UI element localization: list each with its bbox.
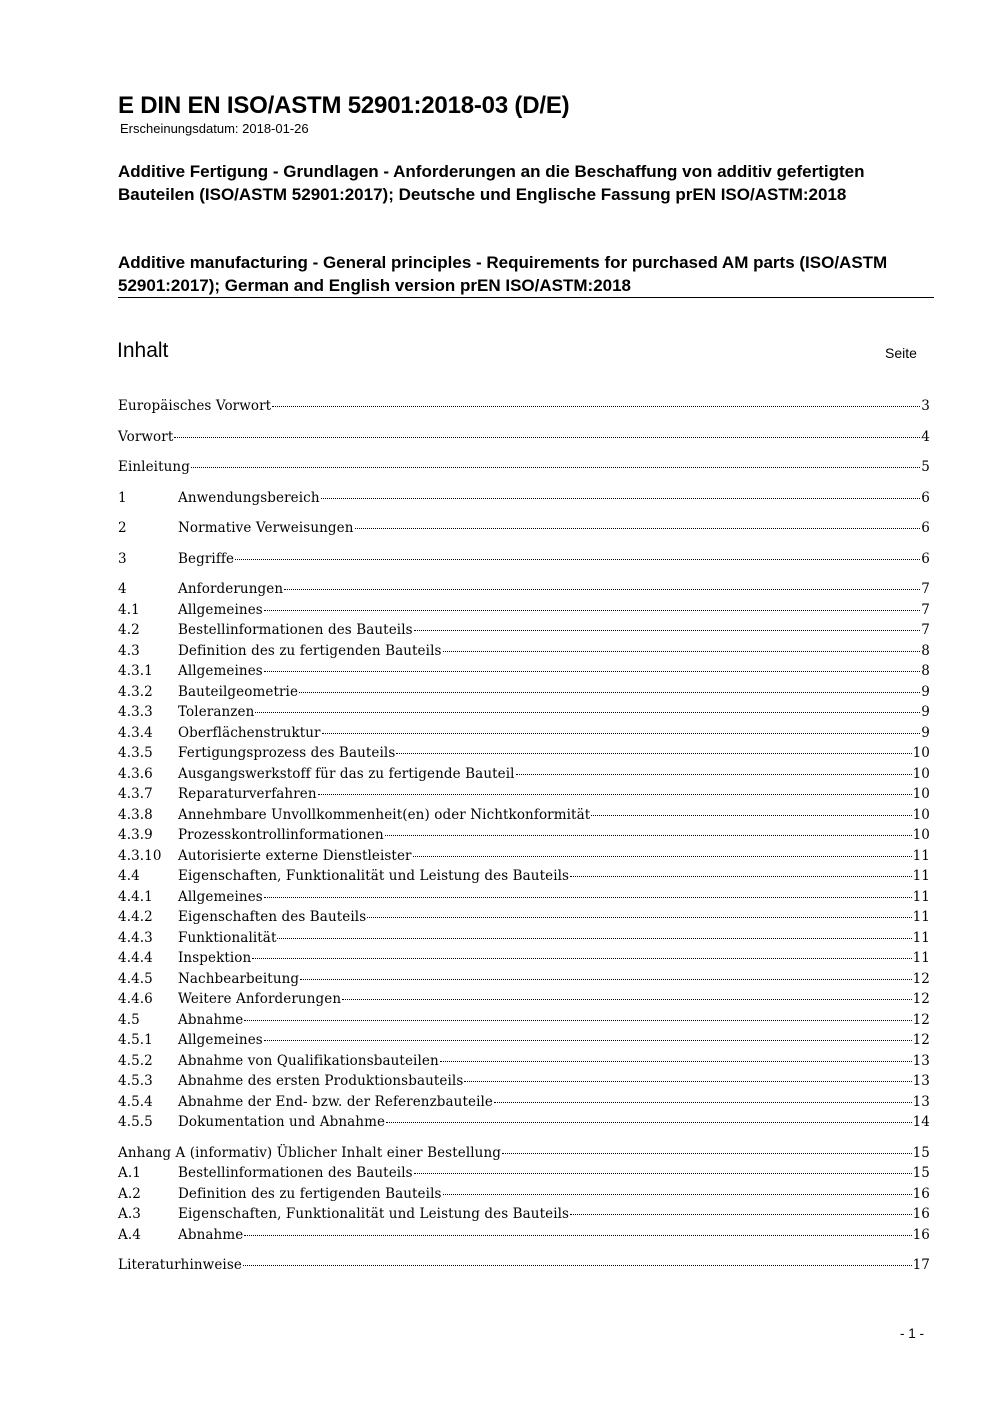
toc-entry[interactable] bbox=[118, 600, 930, 620]
toc-dot-leader bbox=[272, 406, 920, 407]
toc-dot-leader bbox=[396, 753, 911, 754]
publication-date-value: 2018-01-26 bbox=[242, 121, 309, 136]
toc-dot-leader bbox=[413, 856, 912, 857]
toc-entry-page: 17 bbox=[912, 1257, 930, 1273]
toc-entry[interactable] bbox=[118, 887, 930, 907]
toc-dot-leader bbox=[321, 498, 921, 499]
toc-entry-page: 13 bbox=[912, 1093, 930, 1110]
toc-entry-number: 4.3.1 bbox=[118, 663, 153, 679]
toc-entry-number: A.3 bbox=[118, 1206, 141, 1222]
toc-entry-page: 14 bbox=[912, 1114, 930, 1130]
toc-entry[interactable] bbox=[118, 1051, 930, 1071]
toc-entry-title: Begriffe bbox=[178, 550, 235, 567]
toc-entry-page: 11 bbox=[912, 909, 930, 925]
toc-entry-page: 16 bbox=[912, 1226, 930, 1243]
toc-entry-number: 4.5.3 bbox=[118, 1073, 153, 1089]
toc-entry-page: 7 bbox=[921, 581, 930, 597]
document-title: E DIN EN ISO/ASTM 52901:2018-03 (D/E) bbox=[118, 92, 570, 119]
toc-entry[interactable] bbox=[118, 1030, 930, 1050]
toc-dot-leader bbox=[440, 1061, 912, 1062]
toc-entry-number: 4.3.4 bbox=[118, 724, 153, 741]
toc-entry-title: Bestellinformationen des Bauteils bbox=[178, 622, 413, 638]
toc-entry-number: 4 bbox=[118, 581, 127, 597]
toc-dot-leader bbox=[502, 1153, 912, 1154]
toc-entry-number: 4.5.2 bbox=[118, 1052, 153, 1069]
publication-date bbox=[120, 121, 309, 136]
toc-entry-title: Anforderungen bbox=[178, 581, 284, 597]
toc-entry[interactable] bbox=[118, 825, 930, 845]
toc-entry[interactable] bbox=[118, 396, 930, 416]
toc-dot-leader bbox=[252, 958, 911, 959]
toc-entry-page: 10 bbox=[912, 765, 930, 782]
toc-entry-title: Bauteilgeometrie bbox=[178, 683, 299, 700]
toc-dot-leader bbox=[300, 979, 911, 980]
toc-entry-title: Funktionalität bbox=[178, 929, 277, 946]
toc-entry[interactable] bbox=[118, 723, 930, 743]
toc-entry-number: 4.4 bbox=[118, 868, 140, 884]
toc-entry-title: Literaturhinweise bbox=[118, 1257, 242, 1273]
page-number: - 1 - bbox=[900, 1326, 925, 1341]
toc-entry-title: Fertigungsprozess des Bauteils bbox=[178, 745, 396, 761]
toc-entry-number: 4.5.4 bbox=[118, 1093, 153, 1110]
toc-dot-leader bbox=[264, 610, 920, 611]
toc-entry-page: 12 bbox=[912, 1011, 930, 1028]
toc-entry[interactable] bbox=[118, 846, 930, 866]
toc-dot-leader bbox=[244, 1020, 911, 1021]
toc-entry-title: Abnahme von Qualifikationsbauteilen bbox=[178, 1052, 439, 1069]
toc-entry-page: 12 bbox=[912, 1032, 930, 1048]
toc-entry[interactable] bbox=[118, 1071, 930, 1091]
toc-entry[interactable] bbox=[118, 549, 930, 569]
toc-dot-leader bbox=[342, 999, 911, 1000]
toc-entry-page: 11 bbox=[912, 950, 930, 966]
toc-entry[interactable] bbox=[118, 1143, 930, 1163]
toc-dot-leader bbox=[414, 630, 921, 631]
toc-entry-page: 7 bbox=[921, 601, 930, 618]
toc-entry[interactable] bbox=[118, 805, 930, 825]
toc-entry-page: 11 bbox=[912, 847, 930, 864]
toc-entry[interactable] bbox=[118, 488, 930, 508]
toc-page-column-label: Seite bbox=[885, 345, 917, 361]
toc-entry-page: 13 bbox=[912, 1073, 930, 1089]
toc-entry-number: 4.4.6 bbox=[118, 991, 153, 1007]
toc-entry-page: 4 bbox=[921, 428, 930, 445]
toc-entry-number: 4.3.6 bbox=[118, 765, 153, 782]
toc-entry-title: Nachbearbeitung bbox=[178, 970, 300, 987]
toc-entry-title: Prozesskontrollinformationen bbox=[178, 827, 384, 843]
toc-entry-number: 4.5 bbox=[118, 1011, 140, 1028]
toc-entry-page: 6 bbox=[921, 489, 930, 506]
toc-entry[interactable] bbox=[118, 1092, 930, 1112]
toc-entry-title: Abnahme des ersten Produktionsbauteils bbox=[178, 1073, 464, 1089]
toc-dot-leader bbox=[191, 467, 920, 468]
toc-dot-leader bbox=[322, 733, 921, 734]
toc-entry-title: Abnahme der End- bzw. der Referenzbauteile bbox=[178, 1093, 494, 1110]
toc-entry[interactable] bbox=[118, 1204, 930, 1224]
toc-entry[interactable] bbox=[118, 784, 930, 804]
toc-entry-title: Autorisierte externe Dienstleister bbox=[178, 847, 412, 864]
toc-entry-number: 4.4.1 bbox=[118, 888, 153, 905]
toc-entry-number: A.2 bbox=[118, 1185, 141, 1202]
toc-entry[interactable] bbox=[118, 682, 930, 702]
toc-dot-leader bbox=[277, 938, 911, 939]
toc-entry-title: Anhang A (informativ) Üblicher Inhalt einer Bestellung bbox=[118, 1144, 501, 1161]
toc-entry-page: 5 bbox=[921, 459, 930, 475]
toc-entry[interactable] bbox=[118, 948, 930, 968]
toc-dot-leader bbox=[264, 897, 912, 898]
toc-entry-title: Vorwort bbox=[118, 428, 174, 445]
toc-entry-number: 4.3.8 bbox=[118, 806, 153, 823]
toc-entry[interactable] bbox=[118, 866, 930, 886]
toc-entry-page: 15 bbox=[912, 1165, 930, 1181]
toc-entry-number: A.4 bbox=[118, 1226, 141, 1243]
toc-entry[interactable] bbox=[118, 641, 930, 661]
toc-entry-title: Eigenschaften, Funktionalität und Leistung des Bauteils bbox=[178, 868, 570, 884]
toc-entry-number: 4.3.3 bbox=[118, 704, 153, 720]
toc-entry[interactable] bbox=[118, 620, 930, 640]
toc-entry-page: 13 bbox=[912, 1052, 930, 1069]
toc-entry-page: 3 bbox=[921, 398, 930, 414]
toc-entry-number: 4.3.5 bbox=[118, 745, 153, 761]
toc-entry[interactable] bbox=[118, 427, 930, 447]
toc-entry-page: 15 bbox=[912, 1144, 930, 1161]
toc-dot-leader bbox=[174, 437, 920, 438]
toc-entry-page: 9 bbox=[921, 683, 930, 700]
toc-entry-title: Allgemeines bbox=[178, 601, 263, 618]
toc-entry-title: Ausgangswerkstoff für das zu fertigende Bauteil bbox=[178, 765, 515, 782]
toc-entry[interactable] bbox=[118, 1255, 930, 1275]
toc-entry-page: 8 bbox=[921, 642, 930, 659]
toc-entry[interactable] bbox=[118, 1163, 930, 1183]
toc-entry[interactable] bbox=[118, 743, 930, 763]
toc-entry-page: 11 bbox=[912, 929, 930, 946]
toc-entry[interactable] bbox=[118, 518, 930, 538]
toc-entry[interactable] bbox=[118, 969, 930, 989]
toc-entry-page: 11 bbox=[912, 868, 930, 884]
toc-dot-leader bbox=[367, 917, 911, 918]
toc-entry-page: 16 bbox=[912, 1206, 930, 1222]
toc-entry-title: Abnahme bbox=[178, 1226, 244, 1243]
toc-entry-page: 10 bbox=[912, 745, 930, 761]
toc-entry-title: Definition des zu fertigenden Bauteils bbox=[178, 642, 442, 659]
toc-entry-page: 6 bbox=[921, 550, 930, 567]
toc-entry-number: A.1 bbox=[118, 1165, 141, 1181]
toc-entry-title: Reparaturverfahren bbox=[178, 786, 317, 802]
toc-entry[interactable] bbox=[118, 1225, 930, 1245]
toc-dot-leader bbox=[386, 1122, 912, 1123]
title-divider bbox=[118, 297, 934, 298]
toc-dot-leader bbox=[414, 1173, 912, 1174]
toc-entry-title: Inspektion bbox=[178, 950, 252, 966]
toc-dot-leader bbox=[494, 1102, 912, 1103]
toc-dot-leader bbox=[299, 692, 920, 693]
toc-entry-number: 4.2 bbox=[118, 622, 140, 638]
toc-entry[interactable] bbox=[118, 661, 930, 681]
toc-entry-number: 4.4.3 bbox=[118, 929, 153, 946]
toc-entry-title: Allgemeines bbox=[178, 888, 263, 905]
publication-date-label: Erscheinungsdatum: bbox=[120, 121, 239, 136]
toc-entry-title: Oberflächenstruktur bbox=[178, 724, 321, 741]
toc-entry-number: 3 bbox=[118, 550, 127, 567]
toc-entry-title: Eigenschaften, Funktionalität und Leistung des Bauteils bbox=[178, 1206, 570, 1222]
toc-dot-leader bbox=[355, 528, 921, 529]
toc-entry-title: Eigenschaften des Bauteils bbox=[178, 909, 367, 925]
toc-entry[interactable] bbox=[118, 989, 930, 1009]
toc-heading: Inhalt bbox=[117, 339, 169, 362]
toc-entry-page: 16 bbox=[912, 1185, 930, 1202]
toc-entry-number: 4.3.10 bbox=[118, 847, 162, 864]
toc-dot-leader bbox=[516, 774, 912, 775]
toc-entry-number: 4.4.5 bbox=[118, 970, 153, 987]
toc-entry-number: 4.3.2 bbox=[118, 683, 153, 700]
toc-entry-number: 4.4.4 bbox=[118, 950, 153, 966]
toc-entry-title: Abnahme bbox=[178, 1011, 244, 1028]
toc-dot-leader bbox=[385, 835, 912, 836]
german-title: Additive Fertigung - Grundlagen - Anforderungen an die Beschaffung von additiv gefertigten Bauteilen (ISO/ASTM 52901:2017); Deutsche und Englische Fassung prEN ISO/ASTM:2018 bbox=[118, 162, 865, 204]
toc-entry[interactable] bbox=[118, 1112, 930, 1132]
toc-entry-page: 12 bbox=[912, 970, 930, 987]
toc-dot-leader bbox=[591, 815, 911, 816]
toc-dot-leader bbox=[243, 1265, 912, 1266]
english-title: Additive manufacturing - General principles - Requirements for purchased AM parts (ISO/ASTM 52901:2017); German and English version prEN ISO/ASTM:2018 bbox=[118, 253, 888, 295]
toc-dot-leader bbox=[570, 1214, 912, 1215]
toc-dot-leader bbox=[264, 1040, 912, 1041]
toc-entry-page: 10 bbox=[912, 786, 930, 802]
toc-entry[interactable] bbox=[118, 764, 930, 784]
toc-entry-title: Normative Verweisungen bbox=[178, 520, 354, 536]
toc-entry-number: 4.3.7 bbox=[118, 786, 153, 802]
toc-entry[interactable] bbox=[118, 1184, 930, 1204]
toc-dot-leader bbox=[464, 1081, 911, 1082]
toc-entry-page: 11 bbox=[912, 888, 930, 905]
toc-entry-number: 4.4.2 bbox=[118, 909, 153, 925]
toc-entry-title: Einleitung bbox=[118, 459, 190, 475]
toc-entry-title: Anwendungsbereich bbox=[178, 489, 320, 506]
toc-entry-number: 4.5.1 bbox=[118, 1032, 153, 1048]
toc-entry[interactable] bbox=[118, 1010, 930, 1030]
toc-dot-leader bbox=[570, 876, 912, 877]
toc-entry-title: Allgemeines bbox=[178, 663, 263, 679]
toc-entry-title: Dokumentation und Abnahme bbox=[178, 1114, 386, 1130]
toc-dot-leader bbox=[264, 671, 920, 672]
toc-entry-number: 4.5.5 bbox=[118, 1114, 153, 1130]
toc-dot-leader bbox=[284, 589, 920, 590]
toc-entry-page: 12 bbox=[912, 991, 930, 1007]
toc-entry[interactable] bbox=[118, 579, 930, 599]
toc-entry-title: Annehmbare Unvollkommenheit(en) oder Nichtkonformität bbox=[178, 806, 591, 823]
toc-dot-leader bbox=[443, 651, 921, 652]
toc-entry[interactable] bbox=[118, 907, 930, 927]
toc-dot-leader bbox=[235, 559, 920, 560]
toc-entry-number: 1 bbox=[118, 489, 127, 506]
toc-entry-page: 10 bbox=[912, 827, 930, 843]
toc-entry-number: 2 bbox=[118, 520, 127, 536]
toc-entry-page: 9 bbox=[921, 724, 930, 741]
toc-entry-number: 4.3 bbox=[118, 642, 140, 659]
toc-entry-title: Toleranzen bbox=[178, 704, 255, 720]
toc-entry-title: Bestellinformationen des Bauteils bbox=[178, 1165, 413, 1181]
toc-dot-leader bbox=[255, 712, 920, 713]
toc-dot-leader bbox=[443, 1194, 912, 1195]
toc-entry-page: 10 bbox=[912, 806, 930, 823]
toc-dot-leader bbox=[318, 794, 912, 795]
toc-entry-page: 9 bbox=[921, 704, 930, 720]
toc-entry-title: Definition des zu fertigenden Bauteils bbox=[178, 1185, 442, 1202]
toc-entry[interactable] bbox=[118, 457, 930, 477]
toc-entry-page: 8 bbox=[921, 663, 930, 679]
toc-entry[interactable] bbox=[118, 702, 930, 722]
toc-entry-number: 4.1 bbox=[118, 601, 140, 618]
toc-dot-leader bbox=[244, 1235, 911, 1236]
toc-entry[interactable] bbox=[118, 928, 930, 948]
toc-entry-page: 6 bbox=[921, 520, 930, 536]
toc-entry-page: 7 bbox=[921, 622, 930, 638]
toc-entry-title: Weitere Anforderungen bbox=[178, 991, 342, 1007]
toc-entry-title: Europäisches Vorwort bbox=[118, 398, 272, 414]
toc-entry-title: Allgemeines bbox=[178, 1032, 263, 1048]
toc-entry-number: 4.3.9 bbox=[118, 827, 153, 843]
